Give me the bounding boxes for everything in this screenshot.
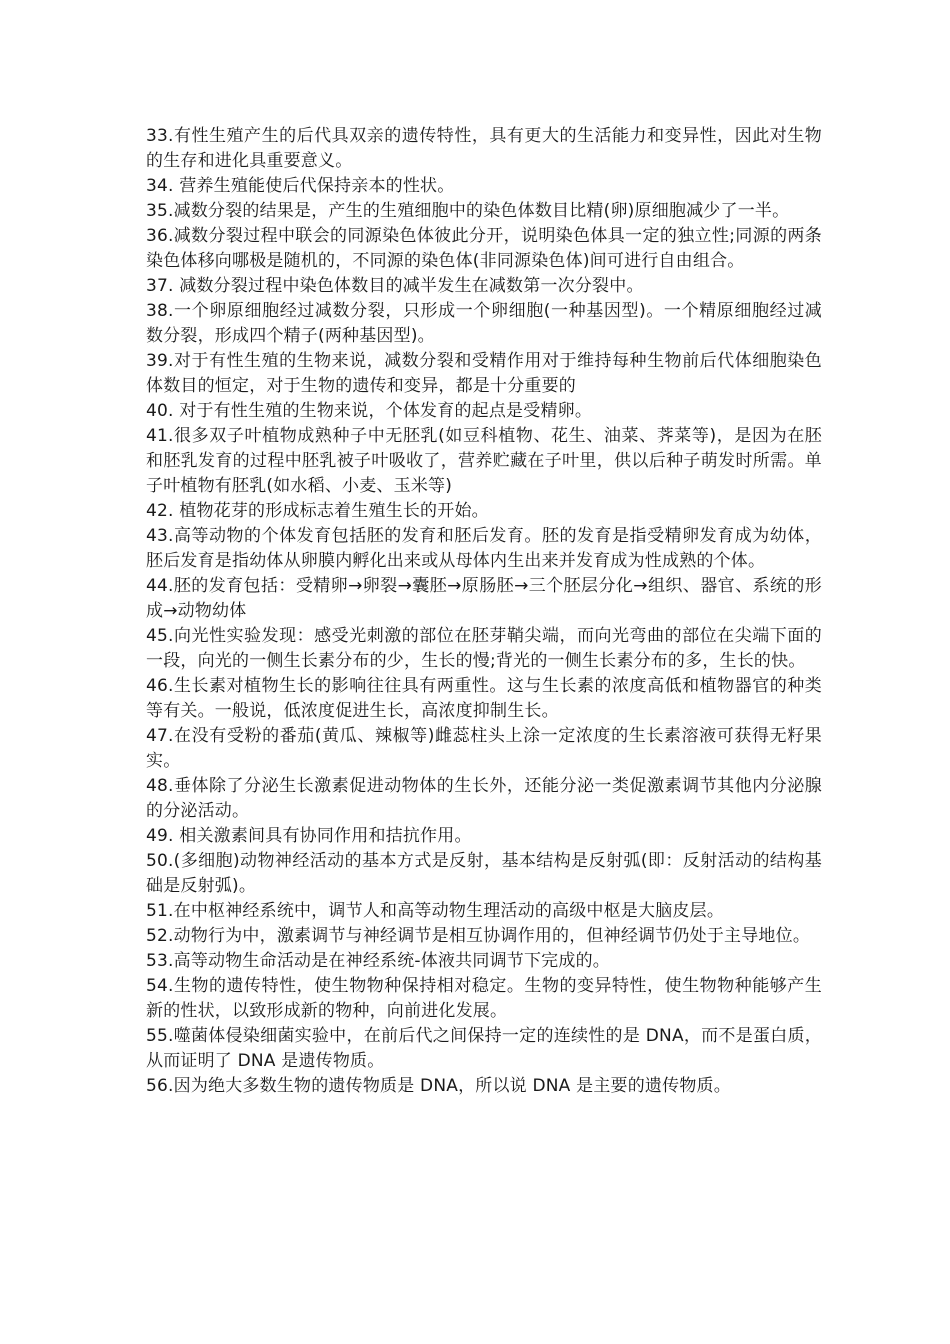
paragraph-33: 33.有性生殖产生的后代具双亲的遗传特性，具有更大的生活能力和变异性，因此对生物的生存和进化具重要意义。 [146,126,822,171]
paragraph-41: 41.很多双子叶植物成熟种子中无胚乳(如豆科植物、花生、油菜、荠菜等)，是因为在胚和胚乳发育的过程中胚乳被子叶吸收了，营养贮藏在子叶里，供以后种子萌发时所需。单子叶植物有胚乳(如水稻、小麦、玉米等) [146,426,822,496]
paragraph-38: 38.一个卵原细胞经过减数分裂，只形成一个卵细胞(一种基因型)。一个精原细胞经过减数分裂，形成四个精子(两种基因型)。 [146,301,822,346]
paragraph-46: 46.生长素对植物生长的影响往往具有两重性。这与生长素的浓度高低和植物器官的种类等有关。一般说，低浓度促进生长，高浓度抑制生长。 [146,676,822,721]
paragraph-45: 45.向光性实验发现：感受光刺激的部位在胚芽鞘尖端，而向光弯曲的部位在尖端下面的一段，向光的一侧生长素分布的少，生长的慢;背光的一侧生长素分布的多，生长的快。 [146,626,822,671]
paragraph-47: 47.在没有受粉的番茄(黄瓜、辣椒等)雌蕊柱头上涂一定浓度的生长素溶液可获得无籽果实。 [146,726,822,771]
paragraph-40: 40. 对于有性生殖的生物来说，个体发育的起点是受精卵。 [146,401,593,421]
paragraph-49: 49. 相关激素间具有协同作用和拮抗作用。 [146,826,472,846]
paragraph-48: 48.垂体除了分泌生长激素促进动物体的生长外，还能分泌一类促激素调节其他内分泌腺的分泌活动。 [146,776,822,821]
paragraph-34: 34. 营养生殖能使后代保持亲本的性状。 [146,176,455,196]
paragraph-56: 56.因为绝大多数生物的遗传物质是 DNA，所以说 DNA 是主要的遗传物质。 [146,1076,731,1096]
paragraph-50: 50.(多细胞)动物神经活动的基本方式是反射，基本结构是反射弧(即：反射活动的结构基础是反射弧)。 [146,851,822,896]
paragraph-42: 42. 植物花芽的形成标志着生殖生长的开始。 [146,501,489,521]
paragraph-51: 51.在中枢神经系统中，调节人和高等动物生理活动的高级中枢是大脑皮层。 [146,901,725,921]
paragraph-39: 39.对于有性生殖的生物来说，减数分裂和受精作用对于维持每种生物前后代体细胞染色体数目的恒定，对于生物的遗传和变异，都是十分重要的 [146,351,822,396]
paragraph-37: 37. 减数分裂过程中染色体数目的减半发生在减数第一次分裂中。 [146,276,644,296]
paragraph-55: 55.噬菌体侵染细菌实验中，在前后代之间保持一定的连续性的是 DNA，而不是蛋白质，从而证明了 DNA 是遗传物质。 [146,1026,822,1071]
paragraph-43: 43.高等动物的个体发育包括胚的发育和胚后发育。胚的发育是指受精卵发育成为幼体，胚后发育是指幼体从卵膜内孵化出来或从母体内生出来并发育成为性成熟的个体。 [146,526,822,571]
paragraph-44: 44.胚的发育包括：受精卵→卵裂→囊胚→原肠胚→三个胚层分化→组织、器官、系统的形成→动物幼体 [146,576,822,621]
paragraph-36: 36.减数分裂过程中联会的同源染色体彼此分开，说明染色体具一定的独立性;同源的两条染色体移向哪极是随机的，不同源的染色体(非同源染色体)间可进行自由组合。 [146,226,822,271]
document-body [146,124,822,1099]
paragraph-54: 54.生物的遗传特性，使生物物种保持相对稳定。生物的变异特性，使生物物种能够产生新的性状，以致形成新的物种，向前进化发展。 [146,976,822,1021]
paragraph-35: 35.减数分裂的结果是，产生的生殖细胞中的染色体数目比精(卵)原细胞减少了一半。 [146,201,790,221]
paragraph-52: 52.动物行为中，激素调节与神经调节是相互协调作用的，但神经调节仍处于主导地位。 [146,926,811,946]
paragraph-53: 53.高等动物生命活动是在神经系统-体液共同调节下完成的。 [146,951,610,971]
